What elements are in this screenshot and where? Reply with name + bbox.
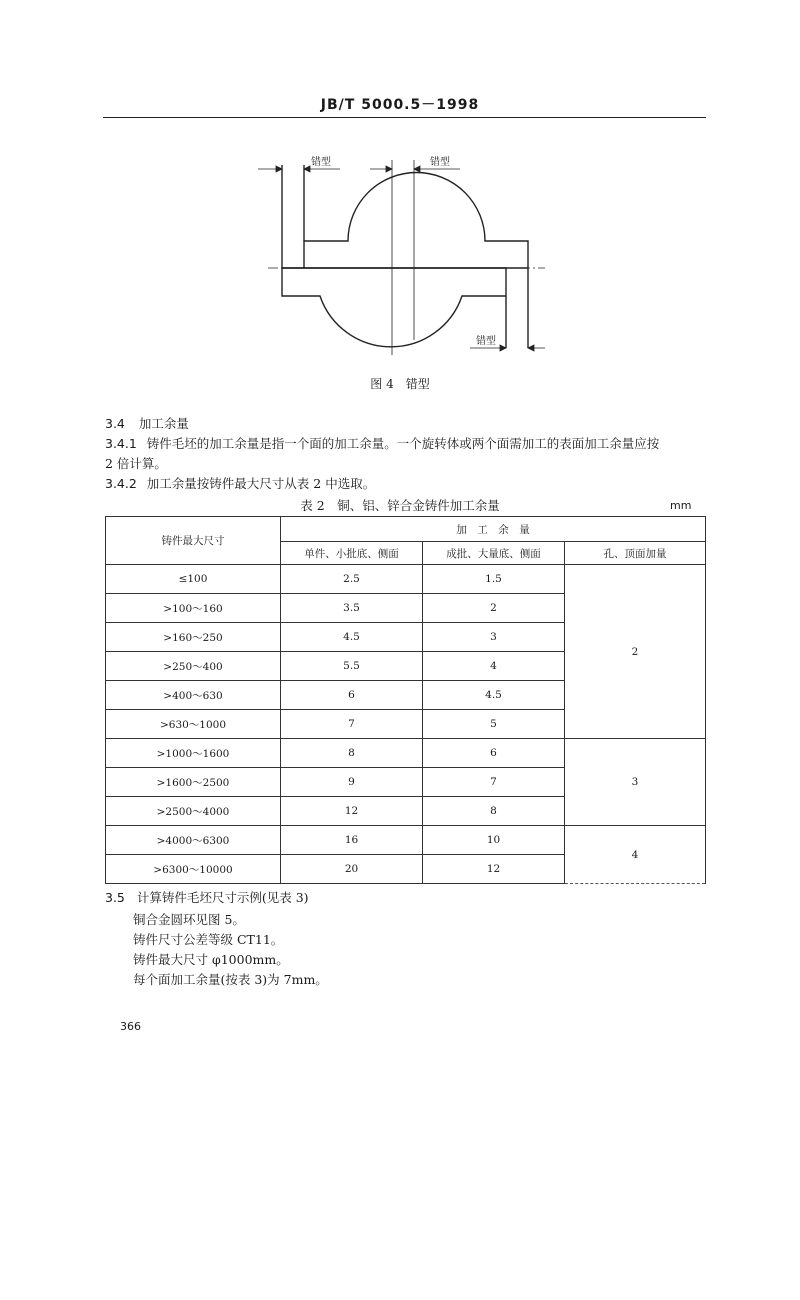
allowance-single-cell: 20: [281, 855, 423, 884]
hole-top-cell: 4: [565, 826, 706, 884]
size-cell: >400～630: [106, 681, 281, 710]
column-header-max-size: 铸件最大尺寸: [106, 517, 281, 565]
allowance-single-cell: 8: [281, 739, 423, 768]
paragraph-text-line1: 铸件毛坯的加工余量是指一个面的加工余量。一个旋转体或两个面需加工的表面加工余量应按: [146, 436, 660, 451]
paragraph-3-4-1: [105, 434, 659, 454]
section-title: 加工余量: [138, 416, 189, 431]
size-cell: >160～250: [106, 623, 281, 652]
figure-caption: 图 4 错型: [370, 377, 430, 391]
section-3-5-heading: [105, 888, 309, 908]
allowance-batch-cell: 8: [423, 797, 565, 826]
allowance-batch-cell: 10: [423, 826, 565, 855]
size-cell: ≤100: [106, 565, 281, 594]
table-row: [106, 565, 706, 594]
paragraph-3-4-1-line2: 2 倍计算。: [105, 456, 167, 471]
allowance-single-cell: 4.5: [281, 623, 423, 652]
allowance-single-cell: 9: [281, 768, 423, 797]
section-3-4-heading: [105, 414, 189, 434]
column-header-hole-top: 孔、顶面加量: [565, 542, 706, 565]
column-header-batch-mass: 成批、大量底、侧面: [423, 542, 565, 565]
allowance-batch-cell: 7: [423, 768, 565, 797]
size-cell: >1000～1600: [106, 739, 281, 768]
allowance-single-cell: 6: [281, 681, 423, 710]
table-unit: mm: [670, 499, 692, 512]
table-row: [106, 826, 706, 855]
allowance-single-cell: 12: [281, 797, 423, 826]
allowance-single-cell: 5.5: [281, 652, 423, 681]
mismatch-label-bottom-right: 错型: [476, 336, 496, 347]
example-line-3: 铸件最大尺寸 φ1000mm。: [133, 952, 289, 967]
allowance-batch-cell: 1.5: [423, 565, 565, 594]
upper-mold-outline: [282, 165, 528, 268]
size-cell: >1600～2500: [106, 768, 281, 797]
hole-top-cell: 3: [565, 739, 706, 826]
table-row: [106, 739, 706, 768]
lower-mold-outline: [282, 268, 506, 347]
example-line-1: 铜合金圆环见图 5。: [133, 912, 245, 927]
allowance-batch-cell: 5: [423, 710, 565, 739]
mismatch-label-top-left: 错型: [311, 157, 331, 168]
example-line-4: 每个面加工余量(按表 3)为 7mm。: [133, 972, 328, 987]
machining-allowance-table: [105, 516, 706, 884]
size-cell: >100～160: [106, 594, 281, 623]
mismatch-label-top-right: 错型: [430, 157, 450, 168]
header-rule: [103, 117, 706, 118]
hole-top-cell: 2: [565, 565, 706, 739]
paragraph-number: 3.4.1: [105, 436, 137, 451]
size-cell: >6300～10000: [106, 855, 281, 884]
allowance-batch-cell: 12: [423, 855, 565, 884]
allowance-batch-cell: 6: [423, 739, 565, 768]
allowance-single-cell: 7: [281, 710, 423, 739]
size-cell: >4000～6300: [106, 826, 281, 855]
paragraph-text: 加工余量按铸件最大尺寸从表 2 中选取。: [146, 476, 376, 491]
figure-4-mismatch-diagram: [250, 150, 550, 360]
allowance-single-cell: 3.5: [281, 594, 423, 623]
page-number: 366: [120, 1020, 141, 1033]
allowance-batch-cell: 2: [423, 594, 565, 623]
allowance-batch-cell: 4.5: [423, 681, 565, 710]
section-title: 计算铸件毛坯尺寸示例(见表 3): [136, 890, 309, 905]
column-group-allowance: 加 工 余 量: [281, 517, 706, 542]
example-line-2: 铸件尺寸公差等级 CT11。: [133, 932, 284, 947]
paragraph-number: 3.4.2: [105, 476, 137, 491]
size-cell: >250～400: [106, 652, 281, 681]
document-code: JB/T 5000.5－1998: [320, 97, 480, 113]
table-title: 表 2 铜、铝、锌合金铸件加工余量: [300, 498, 500, 513]
section-number: 3.5: [105, 890, 125, 905]
allowance-batch-cell: 4: [423, 652, 565, 681]
column-header-single-small: 单件、小批底、侧面: [281, 542, 423, 565]
allowance-single-cell: 2.5: [281, 565, 423, 594]
paragraph-3-4-2: [105, 474, 375, 494]
allowance-batch-cell: 3: [423, 623, 565, 652]
allowance-single-cell: 16: [281, 826, 423, 855]
size-cell: >630～1000: [106, 710, 281, 739]
section-number: 3.4: [105, 416, 125, 431]
size-cell: >2500～4000: [106, 797, 281, 826]
